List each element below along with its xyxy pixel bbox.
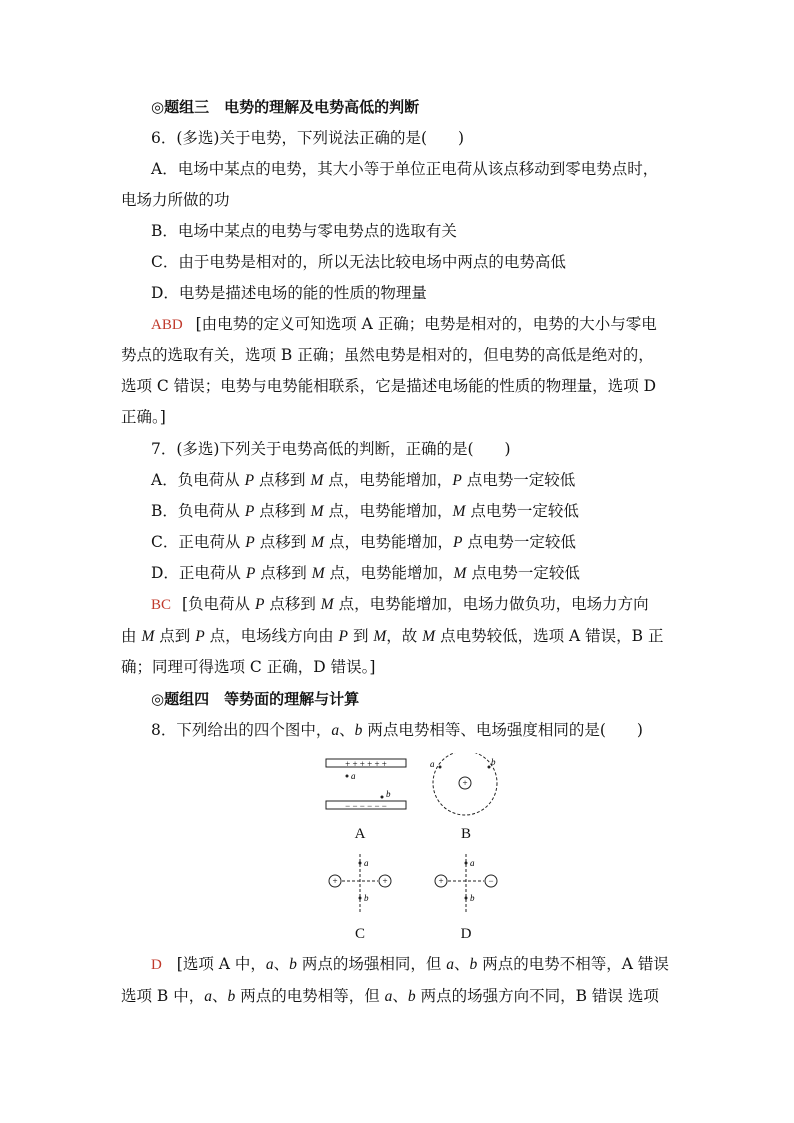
q7-answer: BC — [151, 597, 172, 613]
q7-explanation-line1: BC [负电荷从 P 点移到 M 点，电势能增加，电场力做负功，电场力方向 — [151, 595, 649, 613]
figure-b-point-charge — [425, 753, 505, 819]
q7-option-c: C．正电荷从 P 点移到 M 点，电势能增加，P 点电势一定较低 — [151, 533, 576, 551]
q6-explanation-text: [由电势的定义可知选项 A 正确；电势是相对的，电势的大小与零电 — [195, 315, 657, 333]
svg-text:+: + — [382, 876, 388, 886]
q8-answer: D — [151, 957, 162, 973]
label-a: a — [470, 858, 475, 868]
svg-text:+: + — [438, 876, 444, 886]
label-b: b — [470, 893, 475, 903]
point-b — [381, 796, 384, 799]
q8-stem: 8．下列给出的四个图中，a、b 两点电势相等、电场强度相同的是( ) — [151, 721, 643, 739]
point-a — [346, 775, 349, 778]
positive-plate-signs: + + + + + + — [345, 759, 387, 769]
q7-option-b: B．负电荷从 P 点移到 M 点，电势能增加，M 点电势一定较低 — [151, 502, 579, 520]
q6-option-a-line2: 电场力所做的功 — [121, 191, 230, 209]
label-b: b — [386, 789, 391, 799]
point-a — [465, 862, 468, 865]
svg-text:+: + — [332, 876, 338, 886]
q6-stem: 6．(多选)关于电势，下列说法正确的是( ) — [151, 129, 465, 147]
caption-d: D — [460, 926, 472, 942]
q7-explanation-line3: 确；同理可得选项 C 正确，D 错误。] — [121, 658, 376, 676]
q6-option-d: D．电势是描述电场的能的性质的物理量 — [151, 284, 427, 302]
q8-explanation-line2: 选项 B 中，a、b 两点的电势相等，但 a、b 两点的场强方向不同，B 错误 选项 — [121, 987, 659, 1005]
section3-title: ◎题组三 电势的理解及电势高低的判断 — [151, 98, 420, 116]
label-b: b — [491, 757, 496, 767]
svg-text:−: − — [488, 876, 494, 886]
q7-option-a: A．负电荷从 P 点移到 M 点，电势能增加，P 点电势一定较低 — [151, 471, 576, 489]
q6-explanation-line3: 选项 C 错误；电势与电势能相联系，它是描述电场能的性质的物理量，选项 D — [121, 377, 657, 395]
q6-explanation-line4: 正确。] — [121, 408, 166, 426]
point-b — [465, 897, 468, 900]
q6-answer: ABD — [151, 317, 183, 333]
q8-explanation-line1: D [选项 A 中，a、b 两点的场强相同，但 a、b 两点的电势不相等，A 错误 — [151, 955, 669, 973]
point-b — [359, 897, 362, 900]
q6-option-a-line1: A．电场中某点的电势，其大小等于单位正电荷从该点移动到零电势点时， — [151, 160, 659, 178]
point-a — [439, 766, 442, 769]
label-a: a — [364, 858, 369, 868]
label-a: a — [430, 759, 435, 769]
figure-d-dipole — [428, 852, 504, 916]
negative-plate-signs: − − − − − − — [345, 801, 387, 811]
q6-option-b: B．电场中某点的电势与零电势点的选取有关 — [151, 222, 457, 240]
positive-sign: + — [462, 778, 468, 788]
q6-option-c: C．由于电势是相对的，所以无法比较电场中两点的电势高低 — [151, 253, 566, 271]
figure-c-two-positive-charges — [322, 852, 398, 916]
q7-option-d: D．正电荷从 P 点移到 M 点，电势能增加，M 点电势一定较低 — [151, 564, 580, 582]
q6-explanation-line1 — [151, 314, 657, 335]
q7-explanation-line2: 由 M 点到 P 点，电场线方向由 P 到 M，故 M 点电势较低，选项 A 错误，B 正 — [121, 627, 664, 645]
caption-a: A — [354, 826, 366, 842]
point-a — [359, 862, 362, 865]
q6-explanation-line2: 势点的选取有关，选项 B 正确；虽然电势是相对的，但电势的高低是绝对的， — [121, 346, 654, 364]
caption-b: B — [460, 826, 471, 842]
figure-a-parallel-plates — [320, 755, 412, 817]
caption-c: C — [354, 926, 365, 942]
label-a: a — [351, 771, 356, 781]
label-b: b — [364, 893, 369, 903]
q7-stem: 7．(多选)下列关于电势高低的判断，正确的是( ) — [151, 440, 511, 458]
section4-title: ◎题组四 等势面的理解与计算 — [151, 690, 360, 708]
